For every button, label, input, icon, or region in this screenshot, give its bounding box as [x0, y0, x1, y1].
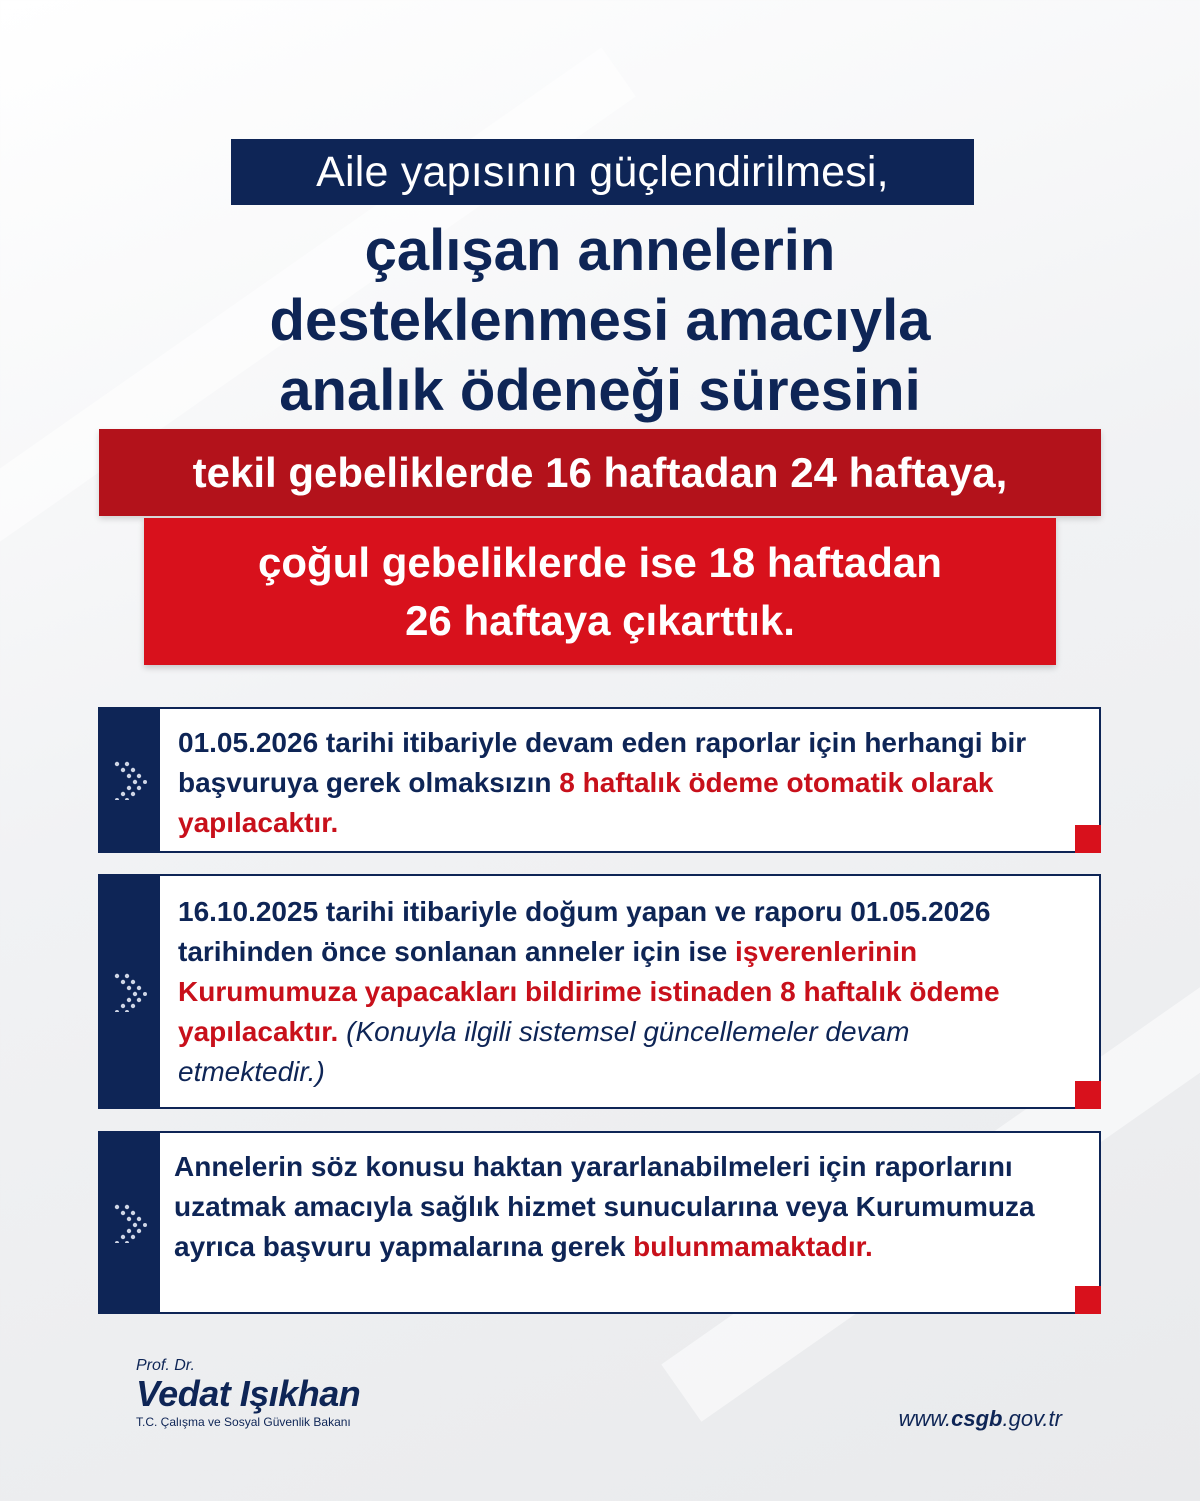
website-suffix: .gov.tr: [1002, 1406, 1062, 1431]
card-text-main: 01.05.2026 tarihi itibariyle devam eden raporlar için herhangi bir başvuruya gerek olmaksızın: [178, 727, 1027, 798]
card-text-highlight: işverenlerinin Kurumumuza yapacakları bildirime istinaden 8 haftalık ödeme yapılacaktır.: [178, 936, 1000, 1047]
headline-line: analık ödeneği süresini: [279, 358, 921, 423]
info-card-1: [98, 707, 1101, 853]
card-text-highlight: bulunmamaktadır.: [633, 1231, 873, 1262]
card-text-highlight: 8 haftalık ödeme otomatik olarak yapılacaktır.: [178, 767, 994, 838]
card-corner: [1075, 825, 1101, 853]
headline: [150, 216, 1050, 426]
card-corner: [1075, 1286, 1101, 1314]
card-corner: [1075, 1081, 1101, 1109]
multiple-pregnancy-text-line2: 26 haftaya çıkarttık.: [405, 596, 795, 644]
website-link[interactable]: [899, 1406, 1062, 1432]
card-text-note: (Konuyla ilgili sistemsel güncellemeler devam etmektedir.): [178, 1016, 910, 1087]
card-side-bar: [100, 876, 160, 1107]
multiple-pregnancy-band: [144, 518, 1056, 665]
dotted-chevron-right-icon: [113, 1203, 147, 1243]
dotted-chevron-right-icon: [113, 972, 147, 1012]
multiple-pregnancy-text-line1: çoğul gebeliklerde ise 18 haftadan: [258, 538, 942, 586]
title-prefix: Prof. Dr.: [136, 1357, 195, 1374]
card-text: [178, 723, 1063, 843]
top-banner: [231, 139, 974, 205]
card-text: [178, 892, 1063, 1092]
card-text: [174, 1147, 1063, 1267]
top-banner-text: Aile yapısının güçlendirilmesi,: [316, 147, 889, 196]
card-text-main: Annelerin söz konusu haktan yararlanabilmeleri için raporlarını uzatmak amacıyla sağlık hizmet sunucularına veya Kurumumuza ayrıca başvuru yapmalarına gerek: [174, 1151, 1035, 1262]
website-prefix: www.: [898, 1406, 952, 1431]
minister-signature: [136, 1357, 360, 1429]
headline-line: desteklenmesi amacıyla: [269, 288, 931, 353]
headline-line: çalışan annelerin: [364, 218, 836, 283]
single-pregnancy-text: tekil gebeliklerde 16 haftadan 24 haftaya,: [192, 448, 1008, 496]
minister-name: Vedat Işıkhan: [136, 1373, 361, 1414]
card-side-bar: [100, 709, 160, 851]
dotted-chevron-right-icon: [113, 760, 147, 800]
single-pregnancy-band: [99, 429, 1101, 516]
info-card-2: [98, 874, 1101, 1109]
card-text-main: 16.10.2025 tarihi itibariyle doğum yapan ve raporu 01.05.2026 tarihinden önce sonlanan anneler için ise: [178, 896, 991, 967]
website-domain: csgb: [951, 1406, 1003, 1431]
info-card-3: [98, 1131, 1101, 1314]
card-side-bar: [100, 1133, 160, 1312]
minister-role: T.C. Çalışma ve Sosyal Güvenlik Bakanı: [136, 1415, 351, 1429]
